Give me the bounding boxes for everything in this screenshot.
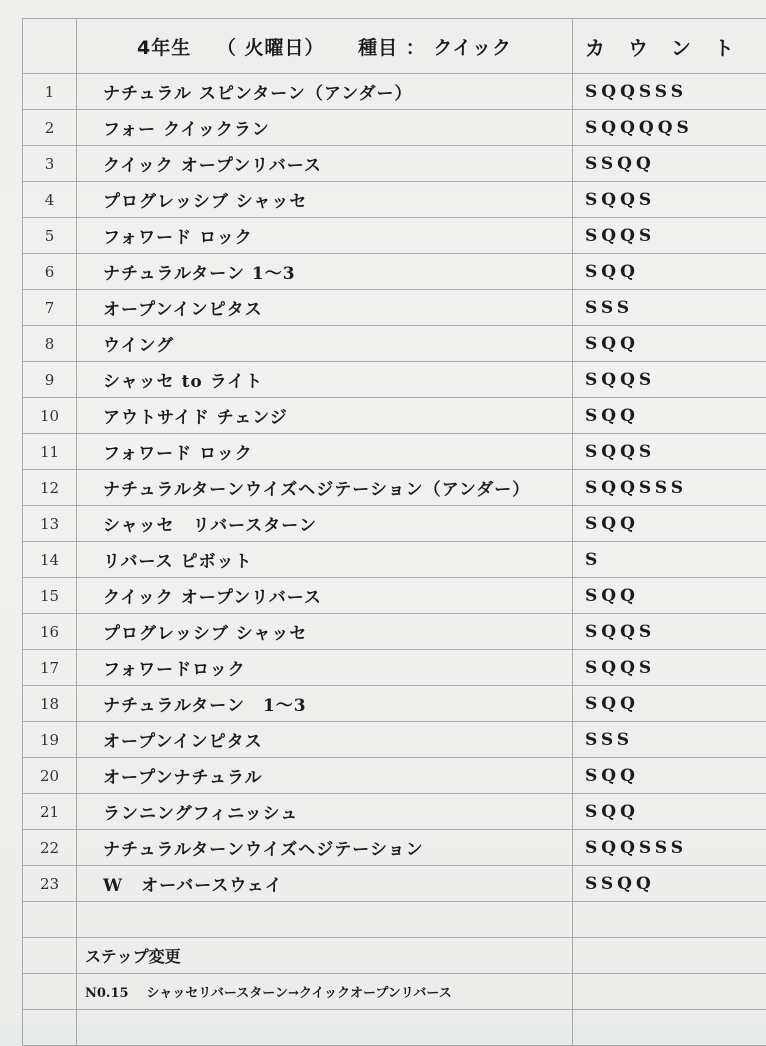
count-cell[interactable]: SQQS [573, 182, 766, 218]
table-row [23, 470, 766, 506]
table-row [23, 758, 766, 794]
count-cell[interactable]: SQQ [573, 326, 766, 362]
count-cell[interactable]: SQQS [573, 614, 766, 650]
count-header-cell[interactable] [573, 19, 766, 74]
row-number-cell[interactable]: 17 [23, 650, 77, 686]
row-number-cell[interactable]: 18 [23, 686, 77, 722]
count-cell[interactable]: SSQQ [573, 146, 766, 182]
row-number-cell[interactable]: 15 [23, 578, 77, 614]
count-cell[interactable]: SQQS [573, 218, 766, 254]
step-name-cell[interactable]: フォー クイックラン [77, 110, 573, 146]
table-row [23, 362, 766, 398]
row-number-cell[interactable]: 11 [23, 434, 77, 470]
step-name-cell[interactable]: ランニングフィニッシュ [77, 794, 573, 830]
row-number-cell[interactable]: 3 [23, 146, 77, 182]
header-corner-cell[interactable] [23, 19, 77, 74]
empty-row [23, 902, 766, 938]
count-cell[interactable]: SQQS [573, 434, 766, 470]
table-row [23, 254, 766, 290]
table-row [23, 326, 766, 362]
step-table [22, 18, 766, 1046]
step-name-cell[interactable]: シャッセ リバースターン [77, 506, 573, 542]
step-name-cell[interactable]: クイック オープンリバース [77, 578, 573, 614]
row-number-cell[interactable]: 13 [23, 506, 77, 542]
count-cell[interactable]: SQQS [573, 650, 766, 686]
empty-cell[interactable] [573, 1010, 766, 1046]
empty-cell[interactable] [23, 1010, 77, 1046]
step-name-cell[interactable]: ナチュラルターン 1～3 [77, 686, 573, 722]
row-number-cell[interactable]: 10 [23, 398, 77, 434]
row-number-cell[interactable]: 9 [23, 362, 77, 398]
table-row [23, 542, 766, 578]
empty-cell[interactable] [573, 902, 766, 938]
count-cell[interactable]: SQQ [573, 758, 766, 794]
row-number-cell[interactable]: 8 [23, 326, 77, 362]
empty-cell[interactable] [573, 938, 766, 974]
table-row [23, 830, 766, 866]
count-cell[interactable]: SQQ [573, 686, 766, 722]
count-cell[interactable]: SQQSSS [573, 830, 766, 866]
row-number-cell[interactable]: 22 [23, 830, 77, 866]
step-name-cell[interactable]: フォワード ロック [77, 434, 573, 470]
row-number-cell[interactable]: 2 [23, 110, 77, 146]
table-row [23, 398, 766, 434]
table-row [23, 506, 766, 542]
table-row [23, 866, 766, 902]
table-row [23, 686, 766, 722]
step-name-cell[interactable]: ナチュラルターンウイズヘジテーション [77, 830, 573, 866]
count-cell[interactable]: SQQ [573, 794, 766, 830]
table-row [23, 722, 766, 758]
table-row [23, 110, 766, 146]
row-number-cell[interactable]: 23 [23, 866, 77, 902]
table-row [23, 614, 766, 650]
row-number-cell[interactable]: 16 [23, 614, 77, 650]
event-label: 種目 ： クイック [358, 37, 512, 59]
count-header-label: カ ウ ン ト [585, 36, 742, 60]
step-name-cell[interactable]: オープンインピタス [77, 722, 573, 758]
empty-cell[interactable] [77, 902, 573, 938]
step-name-cell[interactable]: オープンインピタス [77, 290, 573, 326]
step-name-cell[interactable]: アウトサイド チェンジ [77, 398, 573, 434]
count-cell[interactable]: SQQ [573, 398, 766, 434]
row-number-cell[interactable]: 5 [23, 218, 77, 254]
table-row [23, 218, 766, 254]
step-name-cell[interactable]: クイック オープンリバース [77, 146, 573, 182]
row-number-cell[interactable]: 6 [23, 254, 77, 290]
table-row [23, 578, 766, 614]
step-name-cell[interactable]: オープンナチュラル [77, 758, 573, 794]
count-cell[interactable]: SQQSSS [573, 74, 766, 110]
step-name-cell[interactable]: プログレッシブ シャッセ [77, 614, 573, 650]
empty-cell[interactable] [573, 974, 766, 1010]
step-change-text: シャッセリバースターン→クイックオープンリバース [147, 986, 452, 1001]
step-name-cell[interactable]: プログレッシブ シャッセ [77, 182, 573, 218]
count-cell[interactable]: SQQ [573, 506, 766, 542]
grade-label: 4年生 [137, 37, 191, 59]
table-row [23, 434, 766, 470]
step-change-title[interactable]: ステップ変更 [77, 938, 573, 974]
count-cell[interactable]: SSQQ [573, 866, 766, 902]
row-number-cell[interactable]: 4 [23, 182, 77, 218]
table-row [23, 74, 766, 110]
table-row [23, 182, 766, 218]
count-cell[interactable]: SQQS [573, 362, 766, 398]
header-title-cell[interactable] [77, 19, 573, 74]
table-row [23, 146, 766, 182]
step-name-cell[interactable]: ウイング [77, 326, 573, 362]
step-change-detail-cell[interactable] [77, 974, 573, 1010]
row-number-cell[interactable]: 20 [23, 758, 77, 794]
count-cell[interactable]: SQQ [573, 578, 766, 614]
notes-title-row [23, 938, 766, 974]
empty-row [23, 1010, 766, 1046]
empty-cell[interactable] [23, 974, 77, 1010]
row-number-cell[interactable]: 21 [23, 794, 77, 830]
step-name-cell[interactable]: シャッセ to ライト [77, 362, 573, 398]
step-name-cell[interactable]: ナチュラルターン 1～3 [77, 254, 573, 290]
count-cell[interactable]: SQQ [573, 254, 766, 290]
notes-detail-row [23, 974, 766, 1010]
row-number-cell[interactable]: 14 [23, 542, 77, 578]
row-number-cell[interactable]: 1 [23, 74, 77, 110]
header-row [23, 19, 766, 74]
day-label: （ 火曜日） [217, 37, 325, 59]
step-name-cell[interactable]: ナチュラルターンウイズヘジテーション（アンダー） [77, 470, 573, 506]
empty-cell[interactable] [23, 938, 77, 974]
count-cell[interactable]: SSS [573, 290, 766, 326]
count-cell[interactable]: SSS [573, 722, 766, 758]
row-number-cell[interactable]: 7 [23, 290, 77, 326]
step-name-cell[interactable]: フォワード ロック [77, 218, 573, 254]
table-row [23, 794, 766, 830]
count-cell[interactable]: SQQSSS [573, 470, 766, 506]
step-name-cell[interactable]: W オーバースウェイ [77, 866, 573, 902]
table-row [23, 650, 766, 686]
table-row [23, 290, 766, 326]
count-cell[interactable]: SQQQQS [573, 110, 766, 146]
row-number-cell[interactable]: 12 [23, 470, 77, 506]
step-name-cell[interactable]: フォワードロック [77, 650, 573, 686]
step-name-cell[interactable]: ナチュラル スピンターン（アンダー） [77, 74, 573, 110]
step-change-number: N0.15 [85, 986, 129, 1001]
step-name-cell[interactable]: リバース ピボット [77, 542, 573, 578]
count-cell[interactable]: S [573, 542, 766, 578]
row-number-cell[interactable]: 19 [23, 722, 77, 758]
empty-cell[interactable] [23, 902, 77, 938]
empty-cell[interactable] [77, 1010, 573, 1046]
